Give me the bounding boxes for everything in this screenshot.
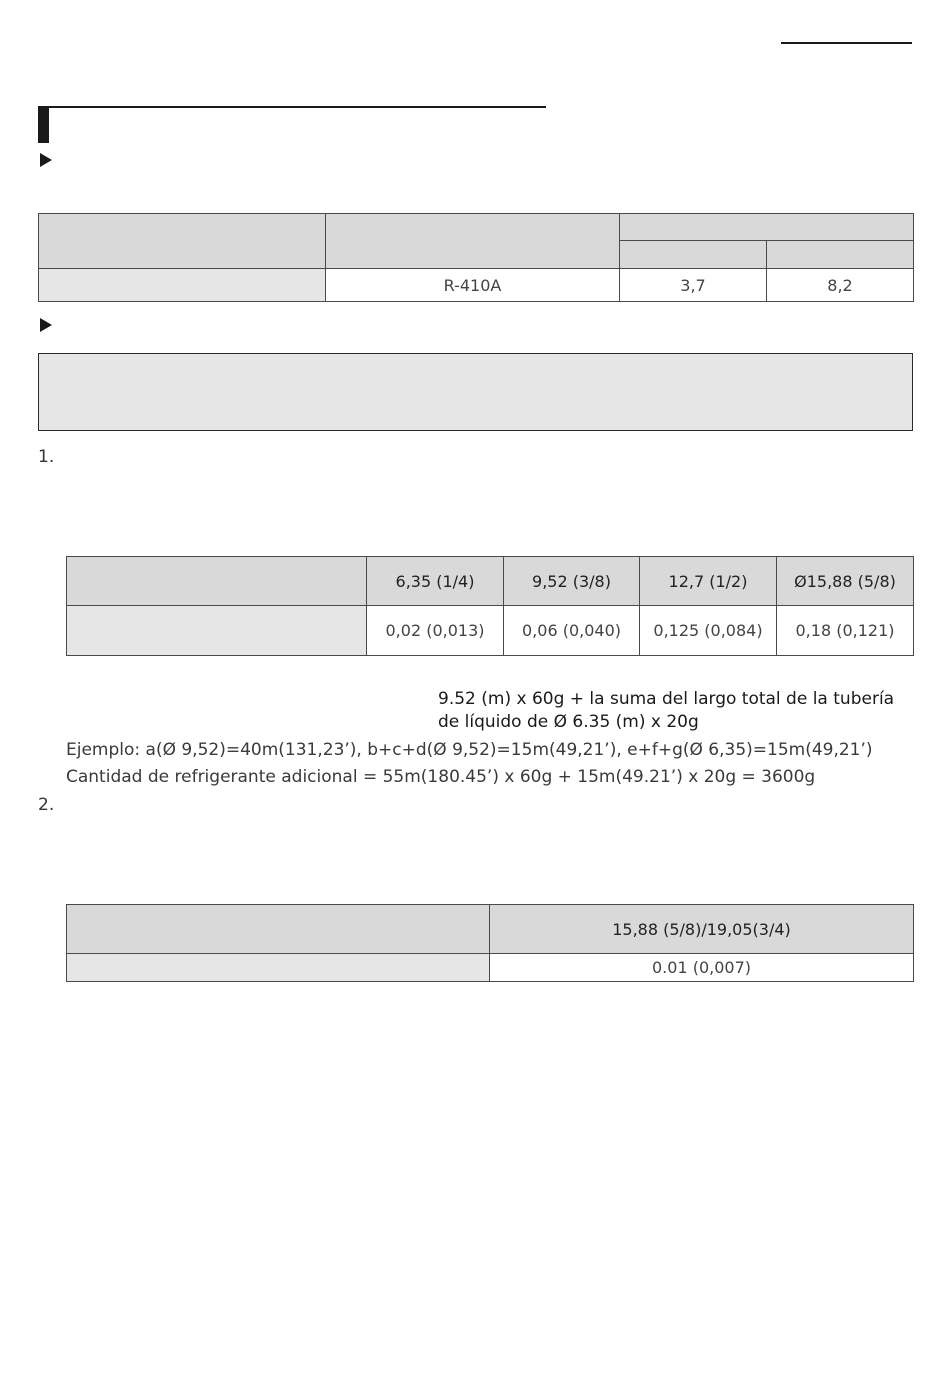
pipe-size-header: 9,52 (3/8) bbox=[504, 557, 640, 606]
gas-pipe-header-label bbox=[67, 905, 490, 954]
pipe-charge-value: 0,18 (0,121) bbox=[777, 606, 914, 656]
section-title-rule bbox=[38, 106, 546, 108]
gas-pipe-charge-table bbox=[66, 904, 914, 982]
pipe-charge-value: 0,125 (0,084) bbox=[640, 606, 777, 656]
additional-refrigerant-line: Cantidad de refrigerante adicional = 55m(180.45’) x 60g + 15m(49.21’) x 20g = 3600g bbox=[66, 767, 816, 787]
header-rule bbox=[781, 42, 912, 44]
pipe-charge-value: 0,06 (0,040) bbox=[504, 606, 640, 656]
refrigerant-value-a-cell: 3,7 bbox=[620, 269, 767, 302]
pipe-charge-value: 0,02 (0,013) bbox=[367, 606, 504, 656]
gas-pipe-charge-value: 0.01 (0,007) bbox=[490, 954, 914, 982]
pipe-charge-header-label bbox=[67, 557, 367, 606]
refrigerant-table bbox=[38, 213, 914, 302]
refrigerant-table-row-label bbox=[39, 269, 326, 302]
refrigerant-table-header-model bbox=[39, 214, 326, 269]
bullet-triangle-icon bbox=[40, 318, 52, 332]
step-number-2: 2. bbox=[38, 795, 55, 815]
pipe-size-header: 12,7 (1/2) bbox=[640, 557, 777, 606]
refrigerant-type-cell: R-410A bbox=[326, 269, 620, 302]
note-box bbox=[38, 353, 913, 431]
bullet-triangle-icon bbox=[40, 153, 52, 167]
refrigerant-table-subheader-a bbox=[620, 241, 767, 269]
refrigerant-table-header-charge bbox=[620, 214, 914, 241]
step-number-1: 1. bbox=[38, 447, 55, 467]
refrigerant-table-subheader-b bbox=[767, 241, 914, 269]
pipe-size-header: Ø15,88 (5/8) bbox=[777, 557, 914, 606]
section-title-bar bbox=[38, 107, 49, 143]
refrigerant-value-b-cell: 8,2 bbox=[767, 269, 914, 302]
example-line: Ejemplo: a(Ø 9,52)=40m(131,23’), b+c+d(Ø 9,52)=15m(49,21’), e+f+g(Ø 6,35)=15m(49,21’) bbox=[66, 740, 873, 760]
gas-pipe-row-label bbox=[67, 954, 490, 982]
gas-pipe-size-header: 15,88 (5/8)/19,05(3/4) bbox=[490, 905, 914, 954]
pipe-charge-row-label bbox=[67, 606, 367, 656]
pipe-size-header: 6,35 (1/4) bbox=[367, 557, 504, 606]
charge-formula: 9.52 (m) x 60g + la suma del largo total de la tubería de líquido de Ø 6.35 (m) x 20g bbox=[438, 689, 895, 732]
pipe-charge-table bbox=[66, 556, 914, 656]
refrigerant-table-header-type bbox=[326, 214, 620, 269]
